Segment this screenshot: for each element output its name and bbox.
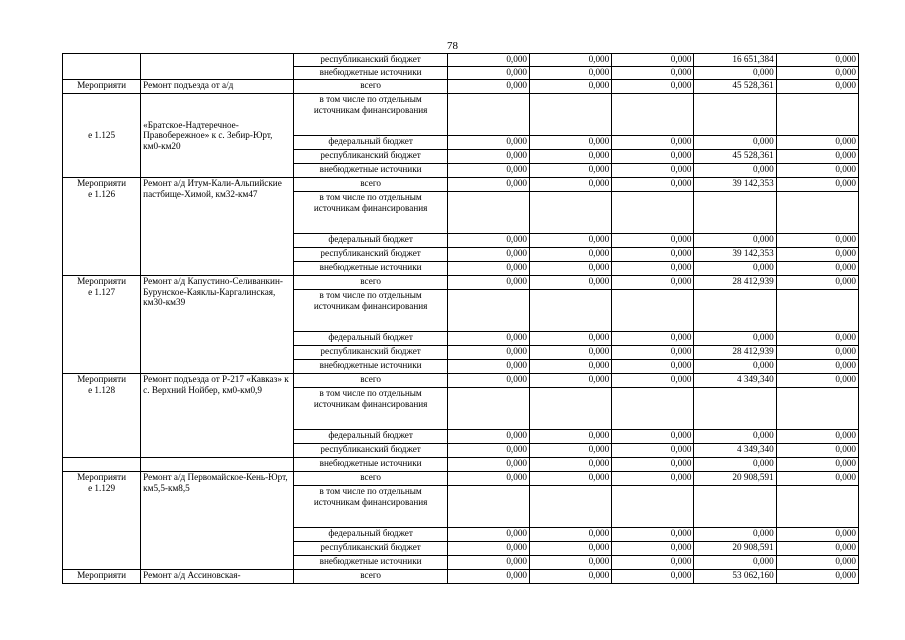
- value-cell: 0,000: [776, 556, 858, 570]
- value-cell: 0,000: [776, 542, 858, 556]
- table-row: [63, 94, 859, 136]
- event-name-cell: Ремонт а/д Первомайское-Кень-Юрт, км5,5-км8,5: [141, 472, 294, 570]
- value-cell: 0,000: [776, 136, 858, 150]
- value-cell: 0,000: [612, 178, 694, 192]
- event-id-text: Мероприяти: [77, 178, 127, 188]
- source-cell: внебюджетные источники: [294, 164, 447, 178]
- value-cell: 0,000: [530, 332, 612, 346]
- value-cell: [694, 486, 776, 528]
- value-cell: 28 412,939: [694, 346, 776, 360]
- value-cell: 0,000: [447, 374, 529, 388]
- value-cell: 0,000: [776, 178, 858, 192]
- source-cell: федеральный бюджет: [294, 430, 447, 444]
- value-cell: 0,000: [530, 346, 612, 360]
- event-id-cell: [63, 178, 141, 276]
- source-cell: внебюджетные источники: [294, 67, 447, 80]
- value-cell: 0,000: [776, 262, 858, 276]
- value-cell: 0,000: [447, 80, 529, 94]
- value-cell: 0,000: [530, 234, 612, 248]
- event-id-number: е 1.126: [88, 188, 116, 199]
- value-cell: 0,000: [447, 528, 529, 542]
- source-cell: всего: [294, 178, 447, 192]
- value-cell: 0,000: [612, 458, 694, 472]
- value-cell: 0,000: [530, 472, 612, 486]
- budget-table: [62, 53, 859, 584]
- source-cell: всего: [294, 276, 447, 290]
- value-cell: 0,000: [447, 276, 529, 290]
- value-cell: 0,000: [612, 556, 694, 570]
- value-cell: 0,000: [694, 262, 776, 276]
- value-cell: [694, 192, 776, 234]
- value-cell: 4 349,340: [694, 444, 776, 458]
- event-id-text: Мероприяти: [77, 472, 127, 482]
- source-cell: федеральный бюджет: [294, 136, 447, 150]
- table-row: [63, 54, 859, 67]
- table-row: [63, 178, 859, 192]
- value-cell: [612, 290, 694, 332]
- value-cell: 0,000: [447, 346, 529, 360]
- value-cell: 0,000: [447, 164, 529, 178]
- source-cell: республиканский бюджет: [294, 54, 447, 67]
- value-cell: 0,000: [530, 458, 612, 472]
- value-cell: 0,000: [530, 150, 612, 164]
- value-cell: 0,000: [530, 444, 612, 458]
- event-id-cell: [63, 458, 141, 472]
- value-cell: [776, 486, 858, 528]
- value-cell: 0,000: [447, 178, 529, 192]
- value-cell: 0,000: [694, 332, 776, 346]
- source-cell: в том числе по отдельным источникам финансирования: [294, 388, 447, 430]
- value-cell: 0,000: [447, 570, 529, 584]
- value-cell: [612, 388, 694, 430]
- value-cell: 0,000: [530, 360, 612, 374]
- value-cell: 0,000: [612, 374, 694, 388]
- value-cell: 0,000: [694, 136, 776, 150]
- source-cell: республиканский бюджет: [294, 444, 447, 458]
- value-cell: 0,000: [612, 570, 694, 584]
- value-cell: 0,000: [612, 360, 694, 374]
- value-cell: 0,000: [530, 528, 612, 542]
- event-name-cell: Ремонт подъезда от а/д: [141, 80, 294, 94]
- value-cell: 45 528,361: [694, 150, 776, 164]
- value-cell: 0,000: [612, 528, 694, 542]
- event-name-cell: «Братское-Надтеречное-Правобережное» к с. Зебир-Юрт, км0-км20: [141, 94, 294, 178]
- value-cell: [776, 290, 858, 332]
- table-row: [63, 80, 859, 94]
- value-cell: 0,000: [694, 360, 776, 374]
- event-id-cell: Мероприяти: [63, 80, 141, 94]
- event-name-cell: Ремонт а/д Капустино-Селиванкин-Бурунское-Каяклы-Каргалинская, км30-км39: [141, 276, 294, 374]
- value-cell: 0,000: [447, 234, 529, 248]
- value-cell: 0,000: [612, 262, 694, 276]
- value-cell: [612, 94, 694, 136]
- source-cell: республиканский бюджет: [294, 150, 447, 164]
- value-cell: [530, 486, 612, 528]
- value-cell: 0,000: [530, 430, 612, 444]
- value-cell: 0,000: [612, 234, 694, 248]
- value-cell: 0,000: [612, 80, 694, 94]
- value-cell: 0,000: [612, 67, 694, 80]
- event-id-number: е 1.128: [88, 384, 116, 395]
- value-cell: 0,000: [694, 430, 776, 444]
- value-cell: 0,000: [694, 67, 776, 80]
- value-cell: 0,000: [612, 332, 694, 346]
- value-cell: [776, 192, 858, 234]
- table-row: [63, 276, 859, 290]
- value-cell: [694, 94, 776, 136]
- value-cell: [447, 486, 529, 528]
- value-cell: 0,000: [447, 444, 529, 458]
- event-id-cell: [63, 472, 141, 570]
- source-cell: республиканский бюджет: [294, 248, 447, 262]
- value-cell: 0,000: [447, 54, 529, 67]
- value-cell: 0,000: [530, 80, 612, 94]
- source-cell: в том числе по отдельным источникам финансирования: [294, 192, 447, 234]
- source-cell: федеральный бюджет: [294, 528, 447, 542]
- value-cell: 0,000: [447, 67, 529, 80]
- value-cell: 0,000: [447, 360, 529, 374]
- value-cell: 0,000: [530, 54, 612, 67]
- value-cell: 39 142,353: [694, 178, 776, 192]
- event-id-cell: [63, 54, 141, 80]
- value-cell: 0,000: [776, 54, 858, 67]
- value-cell: [447, 94, 529, 136]
- value-cell: [447, 388, 529, 430]
- event-name-cell: [141, 458, 294, 472]
- value-cell: 0,000: [612, 54, 694, 67]
- source-cell: всего: [294, 374, 447, 388]
- value-cell: [612, 486, 694, 528]
- source-cell: всего: [294, 472, 447, 486]
- source-cell: в том числе по отдельным источникам финансирования: [294, 486, 447, 528]
- value-cell: 0,000: [612, 248, 694, 262]
- value-cell: 45 528,361: [694, 80, 776, 94]
- value-cell: [694, 388, 776, 430]
- value-cell: 0,000: [776, 67, 858, 80]
- value-cell: 0,000: [776, 374, 858, 388]
- source-cell: всего: [294, 570, 447, 584]
- value-cell: 0,000: [776, 472, 858, 486]
- value-cell: 0,000: [776, 458, 858, 472]
- event-id-text: Мероприяти: [77, 374, 127, 384]
- value-cell: 0,000: [612, 136, 694, 150]
- value-cell: 0,000: [776, 248, 858, 262]
- table-row: [63, 570, 859, 584]
- value-cell: 20 908,591: [694, 472, 776, 486]
- value-cell: 0,000: [612, 346, 694, 360]
- value-cell: 0,000: [530, 374, 612, 388]
- value-cell: [776, 388, 858, 430]
- value-cell: 4 349,340: [694, 374, 776, 388]
- source-cell: федеральный бюджет: [294, 234, 447, 248]
- table-row: [63, 472, 859, 486]
- value-cell: 0,000: [612, 542, 694, 556]
- value-cell: 20 908,591: [694, 542, 776, 556]
- value-cell: [694, 290, 776, 332]
- source-cell: внебюджетные источники: [294, 458, 447, 472]
- value-cell: 0,000: [530, 178, 612, 192]
- source-cell: республиканский бюджет: [294, 346, 447, 360]
- value-cell: 16 651,384: [694, 54, 776, 67]
- event-id-text: Мероприяти: [77, 276, 127, 286]
- value-cell: 0,000: [447, 458, 529, 472]
- source-cell: внебюджетные источники: [294, 556, 447, 570]
- value-cell: [447, 290, 529, 332]
- value-cell: 0,000: [694, 458, 776, 472]
- value-cell: [612, 192, 694, 234]
- value-cell: 0,000: [447, 332, 529, 346]
- source-cell: всего: [294, 80, 447, 94]
- value-cell: 0,000: [612, 444, 694, 458]
- event-id-cell: е 1.125: [63, 94, 141, 178]
- table-row: [63, 374, 859, 388]
- value-cell: 0,000: [530, 542, 612, 556]
- value-cell: 0,000: [776, 430, 858, 444]
- value-cell: 0,000: [447, 150, 529, 164]
- event-id-cell: Мероприяти: [63, 570, 141, 584]
- event-id-cell: [63, 374, 141, 458]
- event-name-cell: [141, 54, 294, 80]
- source-cell: внебюджетные источники: [294, 360, 447, 374]
- value-cell: 0,000: [530, 570, 612, 584]
- value-cell: 0,000: [447, 136, 529, 150]
- page-number: 78: [447, 40, 458, 52]
- source-cell: в том числе по отдельным источникам финансирования: [294, 290, 447, 332]
- value-cell: 0,000: [530, 248, 612, 262]
- value-cell: [530, 94, 612, 136]
- value-cell: 0,000: [694, 164, 776, 178]
- value-cell: 0,000: [776, 164, 858, 178]
- value-cell: 0,000: [776, 332, 858, 346]
- value-cell: 0,000: [447, 430, 529, 444]
- value-cell: 0,000: [694, 556, 776, 570]
- value-cell: 0,000: [530, 556, 612, 570]
- value-cell: [530, 290, 612, 332]
- value-cell: 0,000: [612, 276, 694, 290]
- value-cell: 0,000: [776, 360, 858, 374]
- value-cell: 0,000: [612, 150, 694, 164]
- value-cell: 0,000: [447, 248, 529, 262]
- value-cell: 0,000: [447, 542, 529, 556]
- value-cell: 0,000: [776, 444, 858, 458]
- event-name-cell: Ремонт подъезда от Р-217 «Кавказ» к с. Верхний Нойбер, км0-км0,9: [141, 374, 294, 458]
- table-row: [63, 458, 859, 472]
- event-name-cell: Ремонт а/д Ассиновская-: [141, 570, 294, 584]
- value-cell: 0,000: [776, 276, 858, 290]
- event-id-cell: [63, 276, 141, 374]
- event-id-number: е 1.127: [88, 286, 116, 297]
- value-cell: 0,000: [447, 262, 529, 276]
- source-cell: внебюджетные источники: [294, 262, 447, 276]
- value-cell: 0,000: [694, 528, 776, 542]
- value-cell: 0,000: [612, 472, 694, 486]
- value-cell: 0,000: [612, 430, 694, 444]
- source-cell: в том числе по отдельным источникам финансирования: [294, 94, 447, 136]
- value-cell: [530, 388, 612, 430]
- value-cell: [447, 192, 529, 234]
- value-cell: 0,000: [776, 80, 858, 94]
- event-id-number: е 1.129: [88, 482, 116, 493]
- value-cell: 0,000: [530, 164, 612, 178]
- value-cell: 39 142,353: [694, 248, 776, 262]
- value-cell: 0,000: [530, 136, 612, 150]
- value-cell: [530, 192, 612, 234]
- value-cell: 0,000: [612, 164, 694, 178]
- value-cell: 0,000: [776, 346, 858, 360]
- value-cell: 0,000: [447, 556, 529, 570]
- value-cell: 0,000: [694, 234, 776, 248]
- value-cell: 28 412,939: [694, 276, 776, 290]
- budget-table-body: [63, 54, 859, 584]
- value-cell: 0,000: [776, 528, 858, 542]
- event-name-cell: Ремонт а/д Итум-Кали-Альпийские пастбище-Химой, км32-км47: [141, 178, 294, 276]
- value-cell: 53 062,160: [694, 570, 776, 584]
- value-cell: 0,000: [447, 472, 529, 486]
- source-cell: федеральный бюджет: [294, 332, 447, 346]
- value-cell: 0,000: [776, 234, 858, 248]
- value-cell: 0,000: [776, 150, 858, 164]
- value-cell: 0,000: [776, 570, 858, 584]
- value-cell: 0,000: [530, 276, 612, 290]
- source-cell: республиканский бюджет: [294, 542, 447, 556]
- value-cell: [776, 94, 858, 136]
- value-cell: 0,000: [530, 262, 612, 276]
- value-cell: 0,000: [530, 67, 612, 80]
